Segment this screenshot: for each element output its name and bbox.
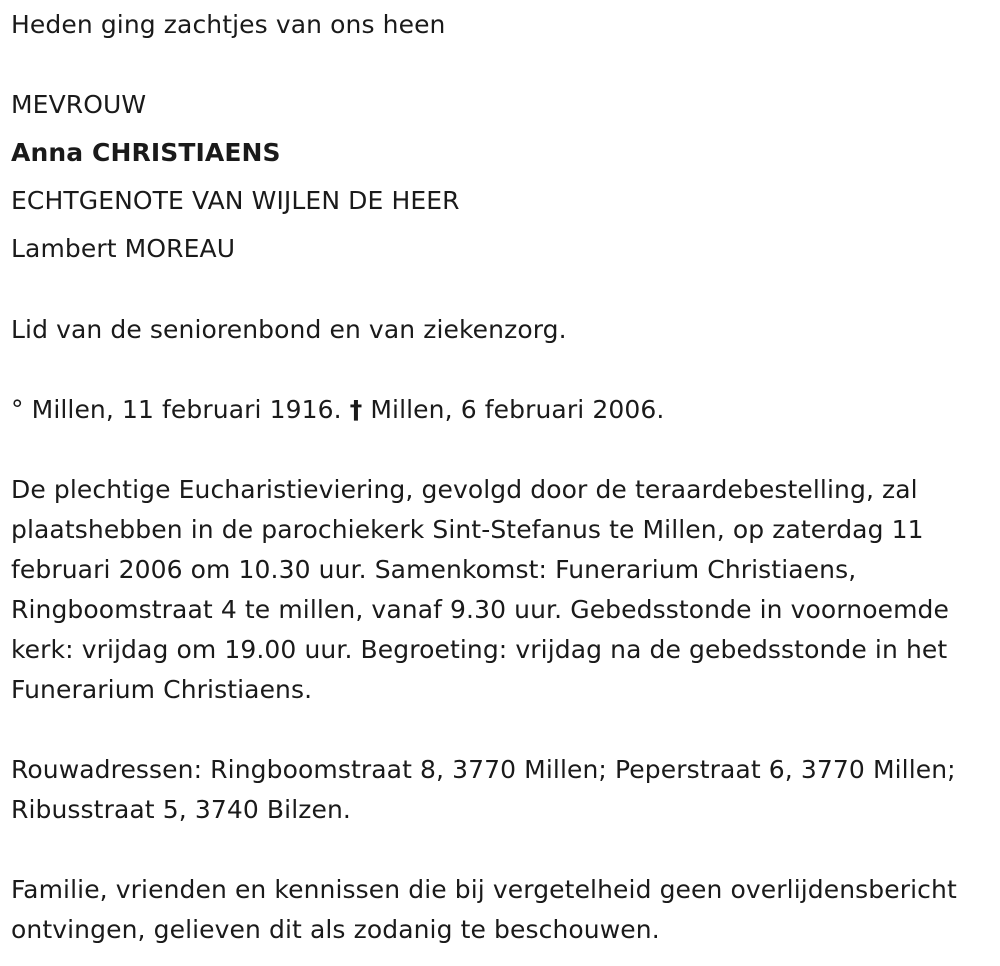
title-prefix: MEVROUW <box>11 90 147 119</box>
closing-paragraph: Familie, vrienden en kennissen die bij vergetelheid geen overlijdensbericht ontvingen, gelieven dit als zodanig te beschouwen. <box>11 875 957 944</box>
spouse-label: ECHTGENOTE VAN WIJLEN DE HEER <box>11 186 460 215</box>
addresses-paragraph: Rouwadressen: Ringboomstraat 8, 3770 Millen; Peperstraat 6, 3770 Millen; Ribusstraat 5, 3740 Bilzen. <box>11 755 956 824</box>
cross-icon: † <box>349 395 363 424</box>
spouse-name: Lambert MOREAU <box>11 234 236 263</box>
deceased-name: Anna CHRISTIAENS <box>11 138 281 167</box>
ceremony-paragraph: De plechtige Eucharistieviering, gevolgd door de teraardebestelling, zal plaatshebben in de parochiekerk Sint-Stefanus te Millen, op zaterdag 11 februari 2006 om 10.30 uur. Samenkomst: Funerarium Christiaens, Ringboomstraat 4 te millen, vanaf 9.30 uur. Gebedsstonde in voornoemde kerk: vrijdag om 19.00 uur. Begroeting: vrijdag na de gebedsstonde in het Funerarium Christiaens. <box>11 475 949 704</box>
membership-text: Lid van de seniorenbond en van ziekenzorg. <box>11 315 567 344</box>
death-info: Millen, 6 februari 2006. <box>370 395 665 424</box>
intro-text: Heden ging zachtjes van ons heen <box>11 10 446 39</box>
birth-info: ° Millen, 11 februari 1916. <box>11 395 342 424</box>
life-dates <box>11 390 664 430</box>
